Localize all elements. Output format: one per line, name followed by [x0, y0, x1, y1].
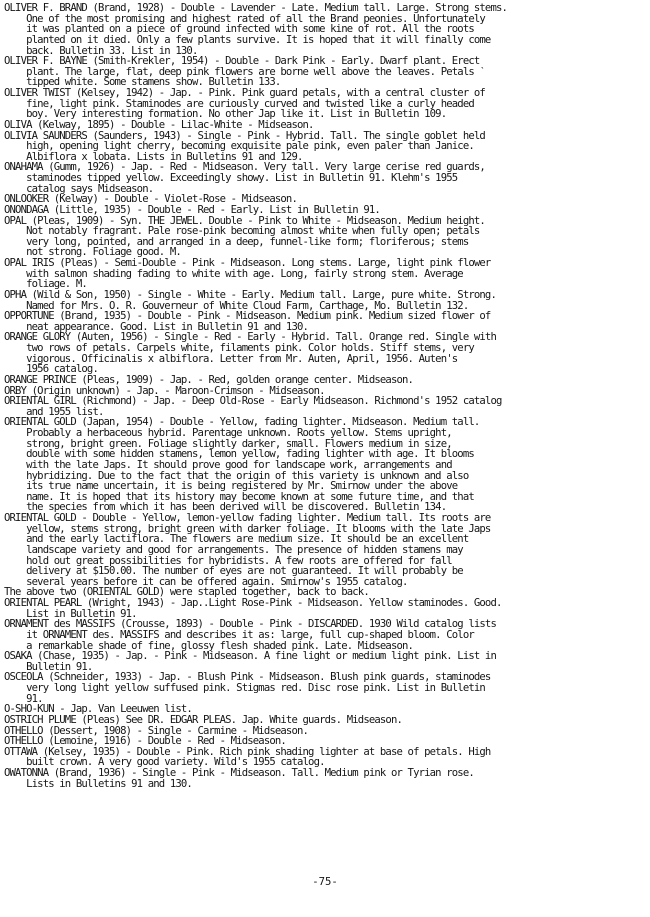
text-line: ONLOOKER (Kelway) - Double - Violet-Rose - Midseason. [4, 194, 297, 205]
text-line: Albiflora x lobata. Lists in Bulletins 91 and 129. [4, 151, 303, 163]
text-line: ORANGE PRINCE (Pleas, 1909) - Jap. - Red, golden orange center. Midseason. [4, 374, 414, 386]
text-line: OSAKA (Chase, 1935) - Jap. - Pink - Midseason. A fine light or medium light pink. List in [4, 651, 496, 662]
text-line: OTHELLO (Lemoine, 1916) - Double - Red - Midseason. [4, 736, 286, 747]
text-line: staminodes tipped yellow. Exceedingly showy. List in Bulletin 91. Klehm's 1955 [4, 173, 458, 184]
text-line: OSCEOLA (Schneider, 1933) - Jap. - Blush Pink - Midseason. Blush pink guards, staminodes [4, 672, 491, 683]
text-line: the species from which it has been derived will be discovered. Bulletin 134. [4, 502, 447, 513]
text-line: Bulletin 91. [4, 661, 93, 673]
text-line: List in Bulletin 91. [4, 608, 137, 620]
text-line: ONONDAGA (Little, 1935) - Double - Red - Early. List in Bulletin 91. [4, 204, 380, 216]
text-line: OPAL (Pleas, 1909) - Syn. THE JEWEL. Double - Pink to White - Midseason. Medium height. [4, 215, 485, 227]
text-line: catalog says Midseason. [4, 183, 154, 195]
text-line: name. It is hoped that its history may become known at some future time, and that [4, 491, 474, 503]
text-line: and the early lactiflora. The flowers are medium size. It should be an excellent [4, 534, 469, 545]
text-line: One of the most promising and highest rated of all the Brand peonies. Unfortunately [4, 13, 485, 25]
text-line: foliage. M. [4, 279, 87, 290]
text-line: vigorous. Officinalis x albiflora. Letter from Mr. Auten, April, 1956. Auten's [4, 353, 458, 365]
text-line: hybridizing. Due to the fact that the origin of this variety is unknown and also [4, 470, 469, 482]
text-line: tipped white. Some stamens show. Bulletin 133. [4, 77, 281, 88]
text-line: OPHA (Wild & Son, 1950) - Single - White - Early. Medium tall. Large, pure white. Strong. [4, 289, 496, 301]
text-line: its true name uncertain, it is being registered by Mr. Smirnow under the above [4, 481, 458, 492]
peony-register-entries [4, 3, 644, 789]
text-line: it ORNAMENT des. MASSIFS and describes it as: large, full cup-shaped bloom. Color [4, 629, 474, 641]
text-line: 1956 catalog. [4, 364, 98, 375]
text-line: OTHELLO (Dessert, 1908) - Single - Carmine - Midseason. [4, 725, 309, 737]
text-line: strong, bright green. Foliage slightly darker, small. Flowers medium in size, [4, 438, 452, 450]
text-line: Probably a herbaceous hybrid. Parentage unknown. Roots yellow. Stems upright, [4, 428, 452, 439]
text-line: OLIVIA SAUNDERS (Saunders, 1943) - Single - Pink - Hybrid. Tall. The single goblet held [4, 130, 485, 142]
text-line: delivery at $150.00. The number of eyes are not guaranteed. It will probably be [4, 566, 463, 577]
text-line: ORNAMENT des MASSIFS (Crousse, 1893) - Double - Pink - DISCARDED. 1930 Wild catalog lists [4, 619, 496, 630]
text-line: it was planted on a piece of ground infected with some kine of rot. All the roots [4, 24, 474, 35]
text-line: Not notably fragrant. Pale rose-pink becoming almost white when fully open; petals [4, 226, 480, 237]
text-line: OLIVA (Kelway, 1895) - Double - Lilac-White - Midseason. [4, 119, 314, 131]
text-line: OSTRICH PLUME (Pleas) See DR. EDGAR PLEAS. Jap. White guards. Midseason. [4, 714, 403, 726]
text-line: not strong. Foliage good. M. [4, 247, 181, 258]
text-line: Named for Mrs. O. R. Gouverneur of White Cloud Farm, Carthage, Mo. Bulletin 132. [4, 300, 469, 312]
text-line: a remarkable shade of fine, glossy flesh shaded pink. Late. Midseason. [4, 640, 414, 652]
text-line: ORIENTAL GOLD - Double - Yellow, lemon-yellow fading lighter. Medium tall. Its roots are [4, 513, 491, 524]
text-line: back. Bulletin 33. List in 130. [4, 45, 198, 57]
text-line: with salmon shading fading to white with age. Long, fairly strong stem. Average [4, 268, 463, 280]
text-line: OTTAWA (Kelsey, 1935) - Double - Pink. Rich pink shading lighter at base of petals. High [4, 746, 491, 758]
text-line: ORANGE GLORY (Auten, 1956) - Single - Red - Early - Hybrid. Tall. Orange red. Single with [4, 332, 496, 343]
text-line: O-SHO-KUN - Jap. Van Leeuwen list. [4, 704, 192, 715]
text-line: Lists in Bulletins 91 and 130. [4, 778, 192, 790]
page-number: -75- [312, 876, 338, 888]
text-line: high, opening light cherry, becoming exquisite pale pink, even paler than Janice. [4, 141, 474, 152]
text-line: ORBY (Origin unknown) - Jap. - Maroon-Crimson - Midseason. [4, 385, 325, 397]
text-line: planted on it died. Only a few plants survive. It is hoped that it will finally come [4, 34, 491, 46]
text-line: ORIENTAL PEARL (Wright, 1943) - Jap..Light Rose-Pink - Midseason. Yellow staminodes. Good. [4, 598, 502, 609]
text-line: very long, pointed, and arranged in a deep, funnel-like form; floriferous; stems [4, 236, 469, 248]
text-line: double with some hidden stamens, lemon yellow, fading lighter with age. It blooms [4, 449, 474, 460]
text-line: very long light yellow suffused pink. Stigmas red. Disc rose pink. List in Bulletin [4, 683, 485, 694]
text-line: OLIVER F. BRAND (Brand, 1928) - Double - Lavender - Late. Medium tall. Large. Strong stems. [4, 3, 508, 14]
text-line: boy. Very interesting formation. No other Jap like it. List in Bulletin 109. [4, 109, 447, 120]
text-line: fine, light pink. Staminodes are curiously curved and twisted like a curly headed [4, 98, 474, 110]
text-line: OPPORTUNE (Brand, 1935) - Double - Pink - Midseason. Medium pink. Medium sized flower of [4, 311, 491, 322]
text-line: landscape variety and good for arrangements. The presence of hidden stamens may [4, 544, 463, 556]
text-line: OWATONNA (Brand, 1936) - Single - Pink - Midseason. Tall. Medium pink or Tyrian rose. [4, 768, 474, 779]
text-line: OLIVER F. BAYNE (Smith-Krekler, 1954) - Double - Dark Pink - Early. Dwarf plant. Erect [4, 56, 480, 67]
text-line: ORIENTAL GOLD (Japan, 1954) - Double - Yellow, fading lighter. Midseason. Medium tall. [4, 417, 480, 428]
text-line: hold out great possibilities for hybridists. A few roots are offered for fall [4, 555, 452, 567]
text-line: plant. The large, flat, deep pink flowers are borne well above the leaves. Petals ` [4, 66, 485, 78]
text-line: neat appearance. Good. List in Bulletin 91 and 130. [4, 321, 309, 333]
text-line: and 1955 list. [4, 406, 104, 418]
text-line: yellow, stems strong, bright green with darker foliage. It blooms with the late Japs [4, 523, 491, 535]
text-line: built crown. A very good variety. Wild's 1955 catalog. [4, 757, 325, 768]
text-line: with the late Japs. It should prove good for landscape work, arrangements and [4, 459, 452, 471]
text-line: ORIENTAL GIRL (Richmond) - Jap. - Deep Old-Rose - Early Midseason. Richmond's 1952 catalog [4, 396, 502, 407]
text-line: two rows of petals. Carpels white, filaments pink. Color holds. Stiff stems, very [4, 343, 474, 354]
text-line: OLIVER TWIST (Kelsey, 1942) - Jap. - Pink. Pink guard petals, with a central cluster of [4, 88, 485, 99]
text-line: ONAHAMA (Gumm, 1926) - Jap. - Red - Midseason. Very tall. Very large cerise red guards, [4, 162, 485, 173]
text-line: The above two (ORIENTAL GOLD) were stapled together, back to back. [4, 587, 369, 598]
text-line: OPAL IRIS (Pleas) - Semi-Double - Pink - Midseason. Long stems. Large, light pink flower [4, 258, 491, 269]
text-line: several years before it can be offered again. Smirnow's 1955 catalog. [4, 576, 408, 588]
text-line: 91. [4, 693, 43, 705]
